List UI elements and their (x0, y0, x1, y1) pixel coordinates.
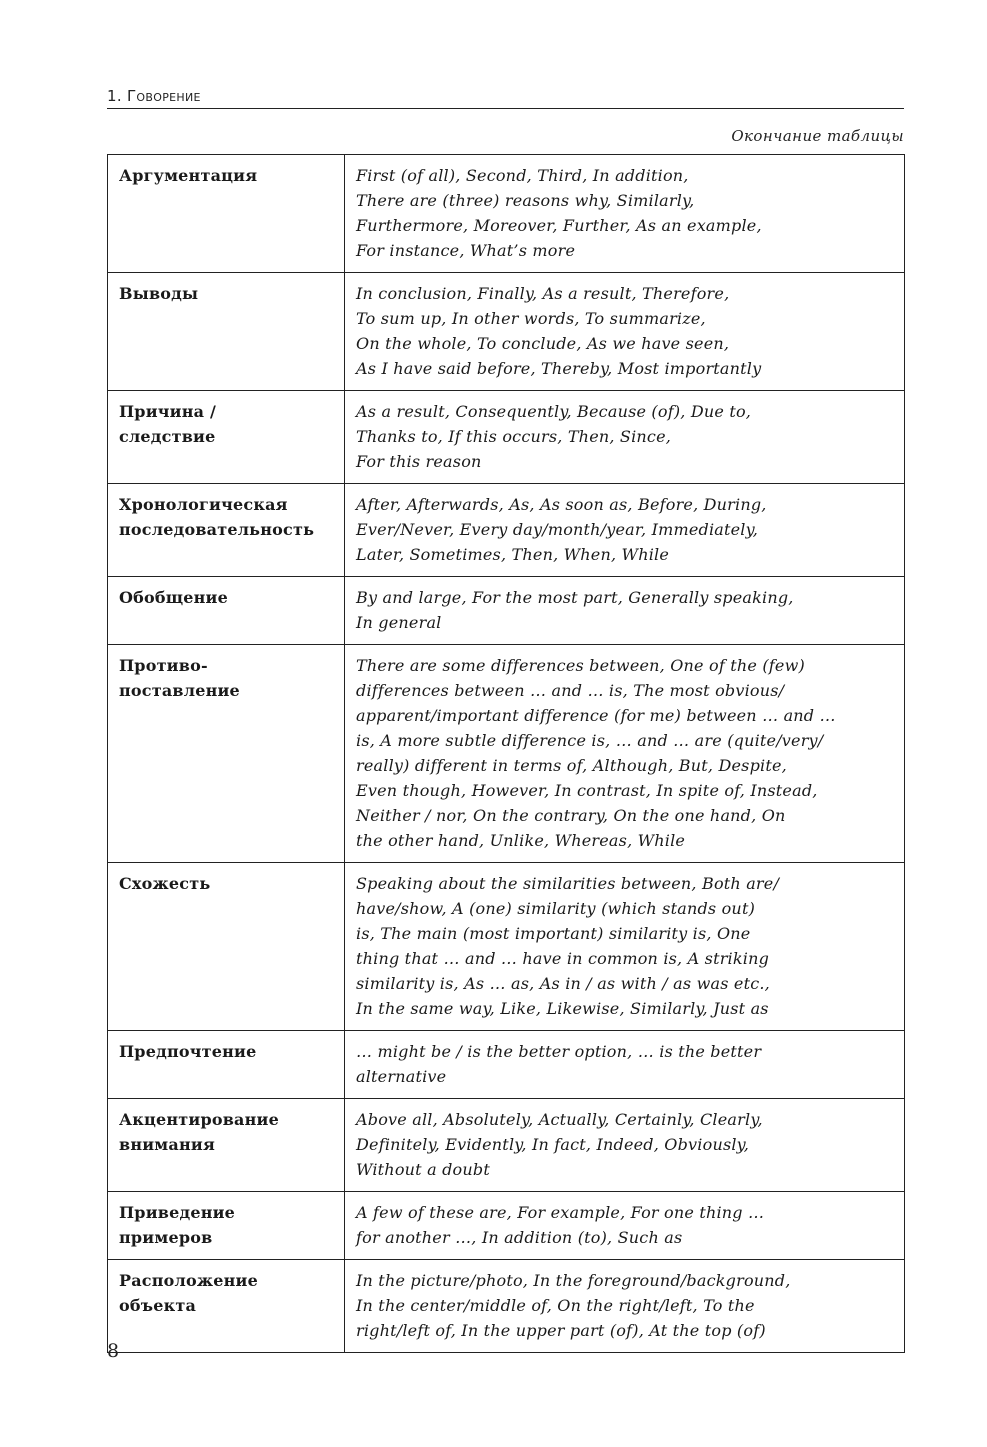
category-cell: Приведение примеров (108, 1192, 345, 1260)
table-row (108, 863, 905, 1031)
table-row (108, 391, 905, 484)
category-cell: Акцентирование внимания (108, 1099, 345, 1192)
table-row (108, 645, 905, 863)
category-cell: Противо- поставление (108, 645, 345, 863)
phrases-cell: First (of all), Second, Third, In addition, There are (three) reasons why, Similarly, Furthermore, Moreover, Further, As an example, For instance, What’s more (345, 155, 905, 273)
phrases-cell: Above all, Absolutely, Actually, Certainly, Clearly, Definitely, Evidently, In fact, Indeed, Obviously, Without a doubt (345, 1099, 905, 1192)
category-cell: Причина / следствие (108, 391, 345, 484)
table-row (108, 273, 905, 391)
table-row (108, 155, 905, 273)
table-row (108, 1099, 905, 1192)
table-row (108, 577, 905, 645)
phrases-cell: In conclusion, Finally, As a result, Therefore, To sum up, In other words, To summarize, On the whole, To conclude, As we have seen, As I have said before, Thereby, Most importantly (345, 273, 905, 391)
phrases-cell: As a result, Consequently, Because (of), Due to, Thanks to, If this occurs, Then, Since, For this reason (345, 391, 905, 484)
category-cell: Расположение объекта (108, 1260, 345, 1353)
phrases-table (107, 154, 905, 1353)
phrases-cell: After, Afterwards, As, As soon as, Before, During, Ever/Never, Every day/month/year, Immediately, Later, Sometimes, Then, When, While (345, 484, 905, 577)
phrases-cell: Speaking about the similarities between, Both are/ have/show, A (one) similarity (which stands out) is, The main (most important) similarity is, One thing that … and … have in common is, A striking similarity is, As … as, As in / as with / as was etc., In the same way, Like, Likewise, Similarly, Just as (345, 863, 905, 1031)
phrases-cell: … might be / is the better option, … is the better alternative (345, 1031, 905, 1099)
category-cell: Хронологическая последовательность (108, 484, 345, 577)
category-cell: Схожесть (108, 863, 345, 1031)
running-header: 1. Говорение (107, 84, 904, 109)
table-row (108, 1031, 905, 1099)
category-cell: Предпочтение (108, 1031, 345, 1099)
table-row (108, 484, 905, 577)
phrases-cell: In the picture/photo, In the foreground/background, In the center/middle of, On the right/left, To the right/left of, In the upper part (of), At the top (of) (345, 1260, 905, 1353)
table-row (108, 1260, 905, 1353)
phrases-cell: By and large, For the most part, Generally speaking, In general (345, 577, 905, 645)
table-caption: Окончание таблицы (731, 127, 904, 145)
page-number: 8 (107, 1340, 120, 1362)
category-cell: Аргументация (108, 155, 345, 273)
phrases-cell: There are some differences between, One of the (few) differences between … and … is, The most obvious/ apparent/important difference (for me) between … and … is, A more subtle difference is, … and … are (quite/very/ really) different in terms of, Although, But, Despite, Even though, However, In contrast, In spite of, Instead, Neither / nor, On the contrary, On the one hand, On the other hand, Unlike, Whereas, While (345, 645, 905, 863)
table-row (108, 1192, 905, 1260)
phrases-cell: A few of these are, For example, For one thing … for another …, In addition (to), Such as (345, 1192, 905, 1260)
category-cell: Выводы (108, 273, 345, 391)
category-cell: Обобщение (108, 577, 345, 645)
